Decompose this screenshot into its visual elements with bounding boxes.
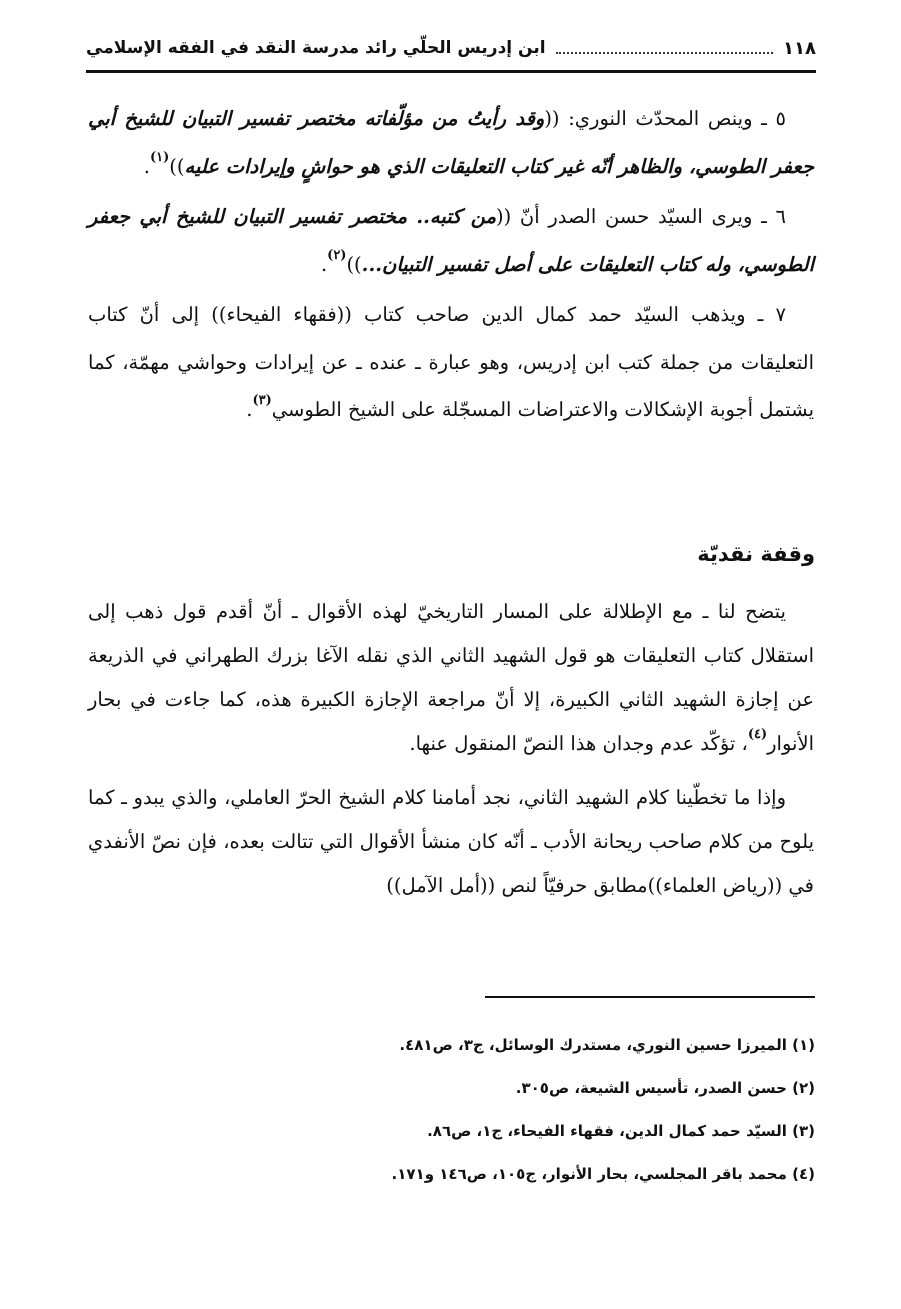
footnote-rule [485,996,815,998]
footnote-ref-4: (٤) [747,727,768,742]
page-number: ١١٨ [783,37,816,59]
item-5-end: . [143,154,150,178]
section-para1-b: ، تؤكّد عدم وجدان هذا النصّ المنقول عنها. [409,732,748,755]
item-6-paragraph [88,193,814,288]
section-heading: وقفة نقديّة [697,542,815,566]
item-6-close: )) [346,252,362,276]
header-dot-leader [556,42,773,54]
footnote-1: (١) الميرزا حسين النوري، مستدرك الوسائل، ج٣، ص٤٨١. [399,1036,815,1054]
footnote-ref-3: (٣) [252,393,272,408]
running-title: ابن إدريس الحلّي رائد مدرسة النقد في الفقه الإسلامي [86,38,546,58]
item-5-intro: ٥ ـ وينص المحدّث النوري: (( [544,107,787,130]
footnotes [89,1030,815,1202]
footnote-2: (٢) حسن الصدر، تأسيس الشيعة، ص٣٠٥. [515,1079,815,1097]
section-paragraph-1 [88,590,814,766]
item-5-paragraph [88,95,814,190]
footnote-ref-1: (١) [150,149,170,165]
section-para1-a: يتضح لنا ـ مع الإطلالة على المسار التاريخيّ لهذه الأقوال ـ أنّ أقدم قول ذهب إلى استقلال كتاب التعليقات هو قول الشهيد الثاني الذي نقله الآغا بزرك الطهراني في الذريعة عن إجازة الشهيد الثاني الكبيرة، إلا أنّ مراجعة الإجازة الكبيرة هذه، كما جاءت في بحار الأنوار [88,600,814,755]
item-7-end: . [246,398,253,421]
footnote-3: (٣) السيّد حمد كمال الدين، فقهاء الفيحاء، ج١، ص٨٦. [427,1122,815,1140]
header-rule [86,70,816,73]
footnote-ref-2: (٢) [327,247,347,263]
item-6-quote: من كتبه.. مختصر تفسير التبيان للشيخ أبي جعفر الطوسي، وله كتاب التعليقات على أصل تفسير التبيان... [88,205,814,276]
section-paragraph-2: وإذا ما تخطّينا كلام الشهيد الثاني، نجد أمامنا كلام الشيخ الحرّ العاملي، والذي يبدو ـ كما يلوح من كلام صاحب ريحانة الأدب ـ أنّه كان منشأ الأقوال التي تتالت بعده، فإن نصّ الأنفدي في ((رياض العلماء))مطابق حرفيّاً لنص ((أمل الآمل)) [88,786,814,897]
running-header [86,28,816,68]
main-text [88,95,814,434]
footnote-4: (٤) محمد باقر المجلسي، بحار الأنوار، ج١٠٥، ص١٤٦ و١٧١. [391,1165,815,1183]
item-5-close: )) [169,154,185,178]
item-7-paragraph [88,291,814,434]
section-text [88,590,814,908]
item-6-intro: ٦ ـ ويرى السيّد حسن الصدر أنّ (( [496,205,786,228]
item-7-text: ٧ ـ ويذهب السيّد حمد كمال الدين صاحب كتاب ((فقهاء الفيحاء)) إلى أنّ كتاب التعليقات من جملة كتب ابن إدريس، وهو عبارة ـ عنده ـ عن إيرادات وحواشي مهمّة، كما يشتمل أجوبة الإشكالات والاعتراضات المسجّلة على الشيخ الطوسي [88,303,814,421]
item-6-end: . [320,252,328,276]
item-5-quote: وقد رأيتُ من مؤلّفاته مختصر تفسير التبيان للشيخ أبي جعفر الطوسي، والظاهر أنّه غير كتاب التعليقات الذي هو حواشٍ وإيرادات عليه [88,107,814,178]
